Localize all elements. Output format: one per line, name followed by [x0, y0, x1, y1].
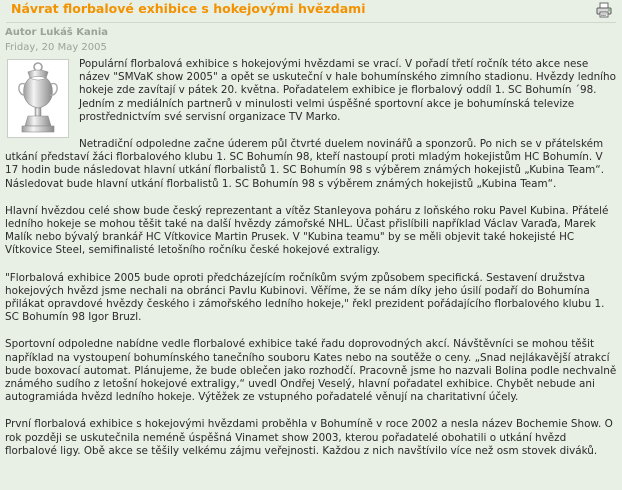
article-paragraph: Netradiční odpoledne začne úderem půl čtvrté duelem novinářů a sponzorů. Po nich se v přátelském utkání představí žáci florbalového klubu 1. SC Bohumín 98, kteří nastoupí proti mladým hokejistům HC Bohumín. V 17 hodin bude následovat hlavní utkání florbalistů 1. SC Bohumín 98 s výběrem známých hokejistů „Kubina Team“. Následovat bude hlavní utkání florbalistů 1. SC Bohumín 98 s výběrem známých hokejistů „Kubina Team“. — [5, 138, 604, 190]
article-paragraph: "Florbalová exhibice 2005 bude oproti předcházejícím ročníkům svým způsobem specifická. Sestavení družstva hokejových hvězd jsme nechali na obránci Pavlu Kubinovi. Věříme, že se nám díky jeho úsilí podaří do Bohumína přilákat opravdové hvězdy českého i zámořského ledního hokeje," řekl prezident pořádajícího florbalového klubu 1. SC Bohumín 98 Igor Bruzl. — [5, 271, 605, 324]
article-paragraph: První florbalová exhibice s hokejovými hvězdami proběhla v Bohumíně v roce 2002 a nesla název Bochemie Show. O rok později se uskutečnila neméně úspěšná Vinamet show 2003, kterou pořadatelé obohatili o utkání hvězd florbalové ligy. Obě akce se těšily velkému zájmu veřejnosti. Každou z nich navštívilo více než osm stovek diváků. — [5, 418, 613, 457]
article-body — [5, 58, 617, 472]
article-paragraph: Populární florbalová exhibice s hokejovými hvězdami se vrací. V pořadí třetí ročník této akce nese název "SMVaK show 2005" a opět se uskuteční v hale bohumínského zimního stadionu. Hvězdy ledního hokeje zde zavítají v pátek 20. května. Pořadatelem exhibice je florbalový oddíl 1. SC Bohumín ´98. Jedním z mediálních partnerů v minulosti velmi úspěšné sportovní akce je bohumínská televize prostřednictvím své servisní organizace TV Marko. — [79, 58, 616, 123]
article-author: Autor Lukáš Kania — [5, 27, 109, 38]
article-paragraph: Hlavní hvězdou celé show bude český reprezentant a vítěz Stanleyova poháru z loňského roku Pavel Kubina. Přátelé ledního hokeje se mohou těšit také na další hvězdy zámořské NHL. Účast přislíbili například Václav Varaďa, Marek Malík nebo bývalý brankář HC Vítkovice Martin Prusek. V "Kubina teamu" by se měli objevit také hokejisté HC Vítkovice Steel, semifinalisté letošního ročníku české hokejové extraligy. — [5, 204, 609, 257]
article-paragraph: Sportovní odpoledne nabídne vedle florbalové exhibice také řadu doprovodných akcí. Návštěvníci se mohou těšit například na vystoupení bohumínského tanečního souboru Kates nebo na soutěže o ceny. „Snad nejlákavější atrakcí bude boxovací automat. Plánujeme, že bude oblečen jako rozhodčí. Pracovně jsme ho nazvali Bolina podle nechvalně známého sudího z letošní hokejové extraligy,“ uvedl Ondřej Veselý, hlavní pořadatel exhibice. Chybět nebude ani autogramiáda hvězd ledního hokeje. Výtěžek ze vstupného pořadatelé věnují na charitativní účely. — [5, 338, 617, 404]
trophy-icon — [8, 60, 68, 137]
print-icon — [596, 2, 612, 18]
print-button[interactable] — [596, 2, 612, 18]
article-date: Friday, 20 May 2005 — [5, 42, 107, 53]
title-row — [6, 0, 616, 23]
article-thumbnail — [7, 59, 69, 138]
article-title: Návrat florbalové exhibice s hokejovými hvězdami — [11, 1, 366, 16]
